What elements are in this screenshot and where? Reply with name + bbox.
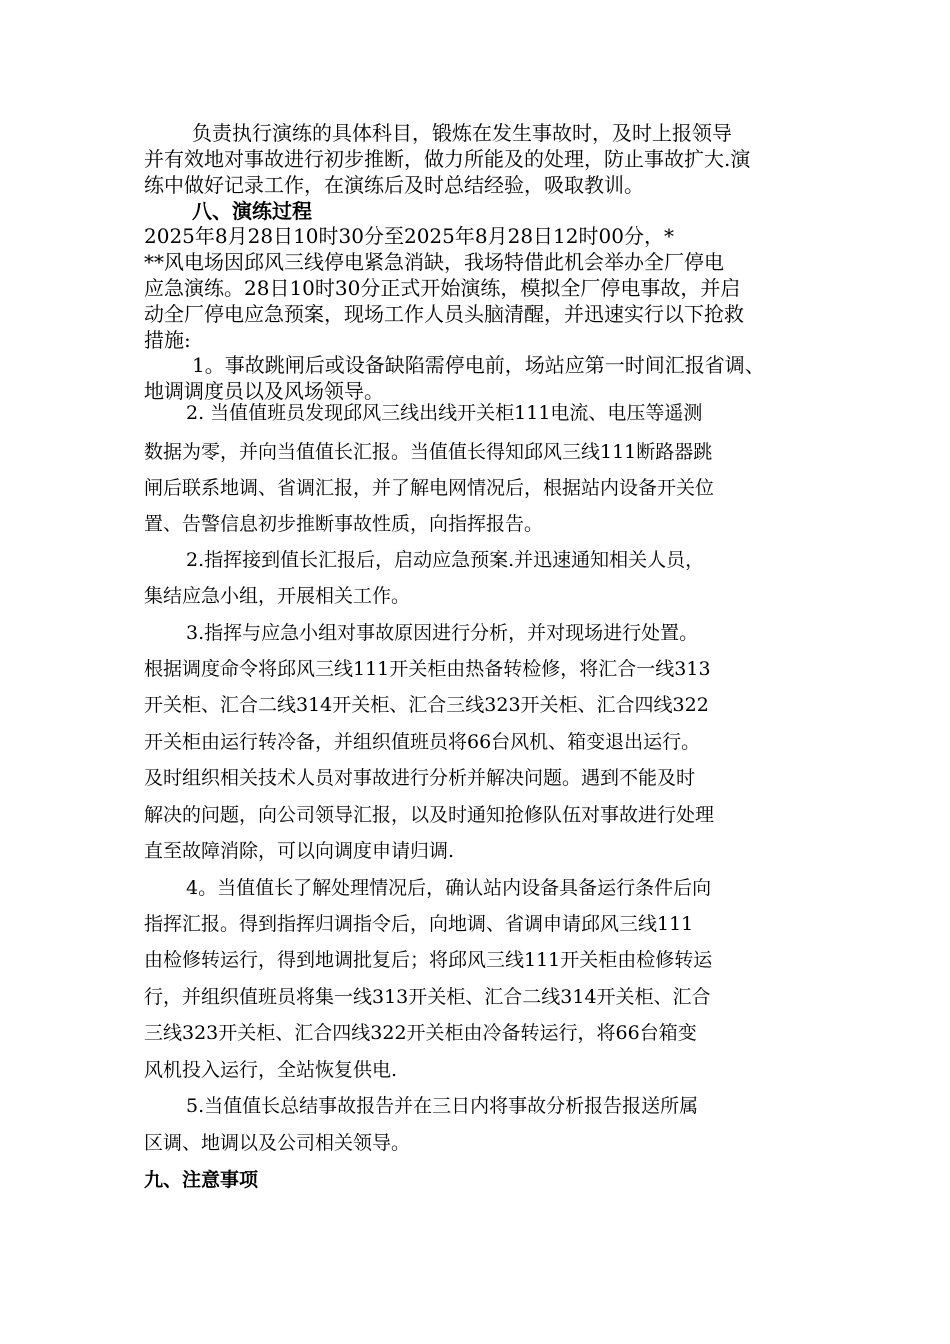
text-line: 三线323开关柜、汇合四线322开关柜由冷备转运行，将66台箱变 (144, 1022, 697, 1044)
text-line: 行，并组织值班员将集一线313开关柜、汇合二线314开关柜、汇合 (144, 986, 711, 1008)
text-line: 2. 当值值班员发现邱风三线出线开关柜111电流、电压等遥测 (186, 402, 703, 424)
text-line: 开关柜由运行转冷备，并组织值班员将66台风机、箱变退出运行。 (144, 731, 701, 753)
text-line: 根据调度命令将邱风三线111开关柜由热备转检修，将汇合一线313 (144, 658, 711, 680)
text-line: 4。当值值长了解处理情况后，确认站内设备具备运行条件后向 (186, 877, 712, 899)
text-line: 2.指挥接到值长汇报后，启动应急预案.并迅速通知相关人员， (186, 549, 705, 571)
text-line: 集结应急小组，开展相关工作。 (144, 585, 411, 607)
text-line: 动全厂停电应急预案，现场工作人员头脑清醒，并迅速实行以下抢救 (144, 302, 744, 326)
text-line: 地调调度员以及风场领导。 (144, 379, 384, 403)
text-line: 1。事故跳闸后或设备缺陷需停电前，场站应第一时间汇报省调、 (192, 353, 765, 377)
text-line: 闸后联系地调、省调汇报，并了解电网情况后，根据站内设备开关位 (144, 477, 715, 499)
text-line: 开关柜、汇合二线314开关柜、汇合三线323开关柜、汇合四线322 (144, 694, 709, 716)
text-line: 3.指挥与应急小组对事故原因进行分析，并对现场进行处置。 (186, 622, 699, 644)
text-line: 指挥汇报。得到指挥归调指令后，向地调、省调申请邱风三线111 (144, 913, 694, 935)
text-line: 负责执行演练的具体科目，锻炼在发生事故时，及时上报领导 (192, 121, 732, 145)
text-line: 2025年8月28日10时30分至2025年8月28日12时00分，* (144, 224, 674, 248)
text-line: 并有效地对事故进行初步推断，做力所能及的处理，防止事故扩大.演 (144, 147, 751, 171)
text-line: 直至故障消除，可以向调度申请归调. (144, 840, 455, 862)
text-line: 数据为零，并向当值值长汇报。当值值长得知邱风三线111断路器跳 (144, 441, 713, 463)
text-line: 应急演练。28日10时30分正式开始演练，模拟全厂停电事故，并启 (144, 276, 741, 300)
text-line: 由检修转运行，得到地调批复后；将邱风三线111开关柜由检修转运 (144, 949, 713, 971)
text-line: 5.当值值长总结事故报告并在三日内将事故分析报告报送所属 (186, 1095, 699, 1117)
section-heading-precautions: 九、注意事项 (144, 1169, 259, 1191)
text-line: 措施: (144, 328, 191, 352)
text-line: 解决的问题，向公司领导汇报，以及时通知抢修队伍对事故进行处理 (144, 804, 715, 826)
text-line: 及时组织相关技术人员对事故进行分析并解决问题。遇到不能及时 (144, 767, 696, 789)
text-line: 置、告警信息初步推断事故性质，向指挥报告。 (144, 513, 544, 535)
text-line: 练中做好记录工作，在演练后及时总结经验，吸取教训。 (144, 173, 644, 197)
text-line: **风电场因邱风三线停电紧急消缺，我场特借此机会举办全厂停电 (144, 250, 724, 274)
text-line: 区调、地调以及公司相关领导。 (144, 1132, 411, 1154)
text-line: 风机投入运行，全站恢复供电. (144, 1059, 398, 1081)
section-heading-drill-process: 八、演练过程 (192, 199, 312, 223)
